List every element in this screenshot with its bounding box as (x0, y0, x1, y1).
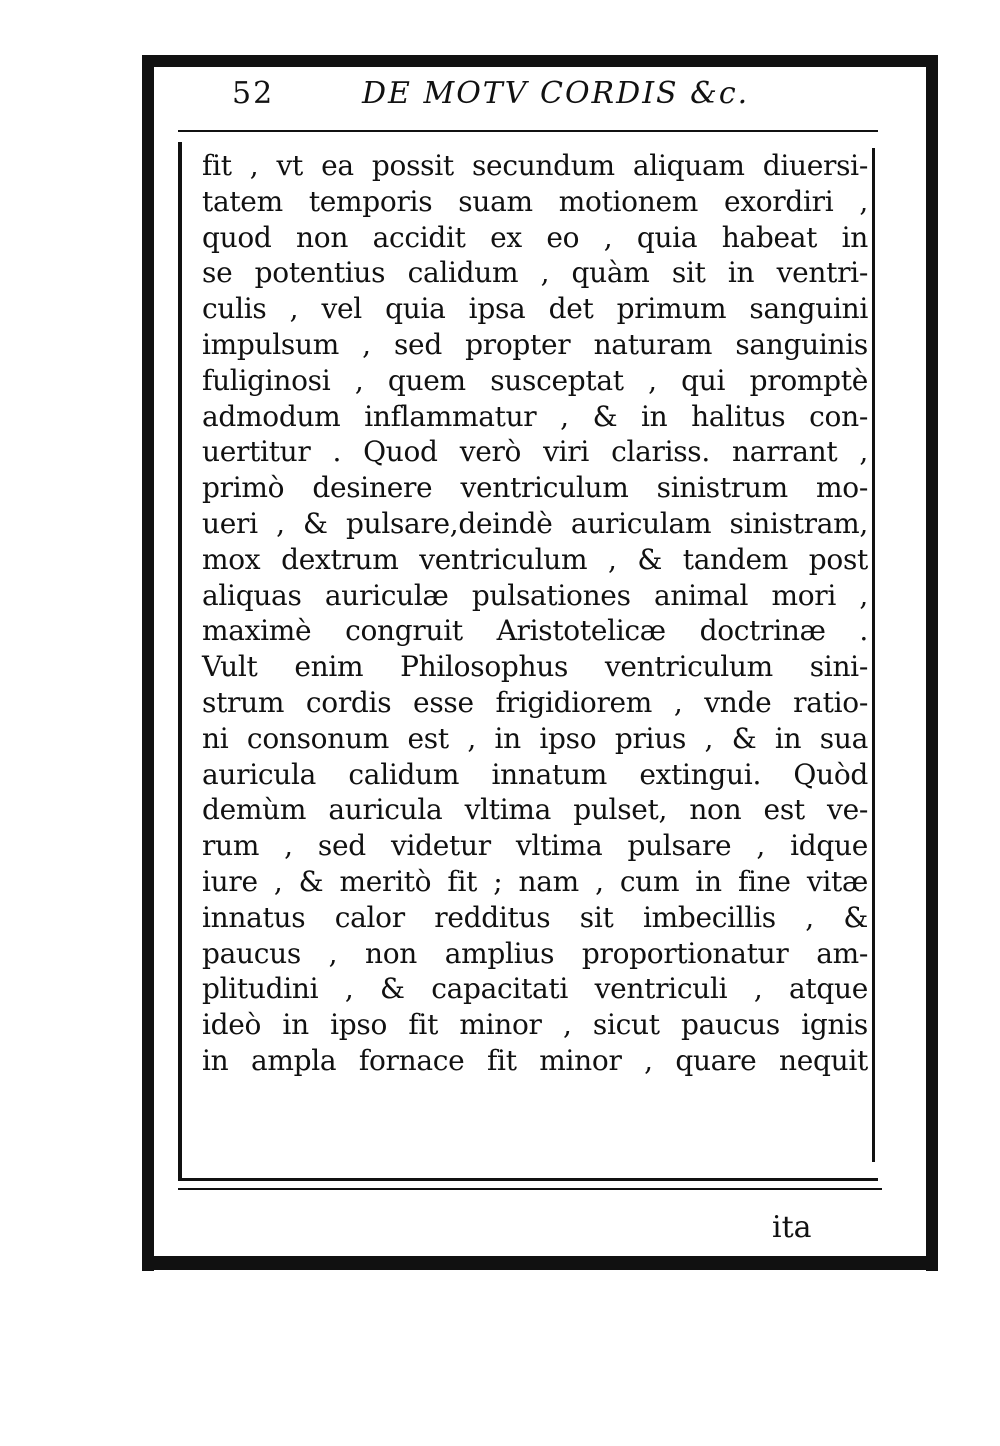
text-line: strum cordis esse frigidiorem , vnde ratio- (202, 685, 868, 719)
text-line: paucus , non amplius proportionatur am- (202, 936, 868, 970)
text-line: ni consonum est , in ipso prius , & in sua (202, 721, 868, 755)
body-text (202, 148, 868, 1079)
text-line: culis , vel quia ipsa det primum sanguini (202, 292, 868, 326)
text-line: Vult enim Philosophus ventriculum sini- (202, 650, 868, 684)
text-bottom-rule (178, 1178, 878, 1181)
text-line: admodum inflammatur , & in halitus con- (202, 399, 868, 433)
text-line: uertitur . Quod verò viri clariss. narrant , (202, 435, 868, 469)
text-line: innatus calor redditus sit imbecillis , & (202, 900, 868, 934)
frame-left-rule (142, 55, 154, 1271)
page-number: 52 (232, 76, 275, 111)
text-line: plitudini , & capacitati ventriculi , atque (202, 972, 868, 1006)
text-line: aliquas auriculæ pulsationes animal mori , (202, 578, 868, 612)
text-right-rule (872, 148, 875, 1162)
text-line: auricula calidum innatum extingui. Quòd (202, 757, 868, 791)
text-line: iure , & meritò fit ; nam , cum in fine vitæ (202, 864, 868, 898)
text-line: rum , sed videtur vltima pulsare , idque (202, 829, 868, 863)
page-header (232, 76, 832, 116)
text-line: mox dextrum ventriculum , & tandem post (202, 542, 868, 576)
text-line: fit , vt ea possit secundum aliquam diuersi- (202, 149, 868, 182)
frame-right-rule (926, 55, 938, 1271)
frame-top-rule (142, 55, 938, 67)
text-line: in ampla fornace fit minor , quare nequit (202, 1043, 868, 1077)
text-line: demùm auricula vltima pulset, non est ve- (202, 793, 868, 827)
text-line: ideò in ipso fit minor , sicut paucus ignis (202, 1008, 868, 1042)
text-line: quod non accidit ex eo , quia habeat in (202, 220, 868, 254)
text-line: impulsum , sed propter naturam sanguinis (202, 327, 868, 361)
header-rule (178, 130, 878, 132)
frame-bottom-rule (142, 1256, 938, 1270)
running-head: DE MOTV CORDIS &c. (362, 76, 750, 111)
text-line: ueri , & pulsare,deindè auriculam sinistram, (202, 506, 868, 540)
text-bottom-rule-secondary (178, 1188, 882, 1190)
text-line: tatem temporis suam motionem exordiri , (202, 184, 868, 218)
catchword: ita (772, 1210, 812, 1245)
text-line: se potentius calidum , quàm sit in ventri- (202, 256, 868, 290)
text-left-rule (178, 142, 182, 1180)
text-line: fuliginosi , quem susceptat , qui promptè (202, 363, 868, 397)
text-line: maximè congruit Aristotelicæ doctrinæ . (202, 614, 868, 648)
text-line: primò desinere ventriculum sinistrum mo- (202, 471, 868, 505)
